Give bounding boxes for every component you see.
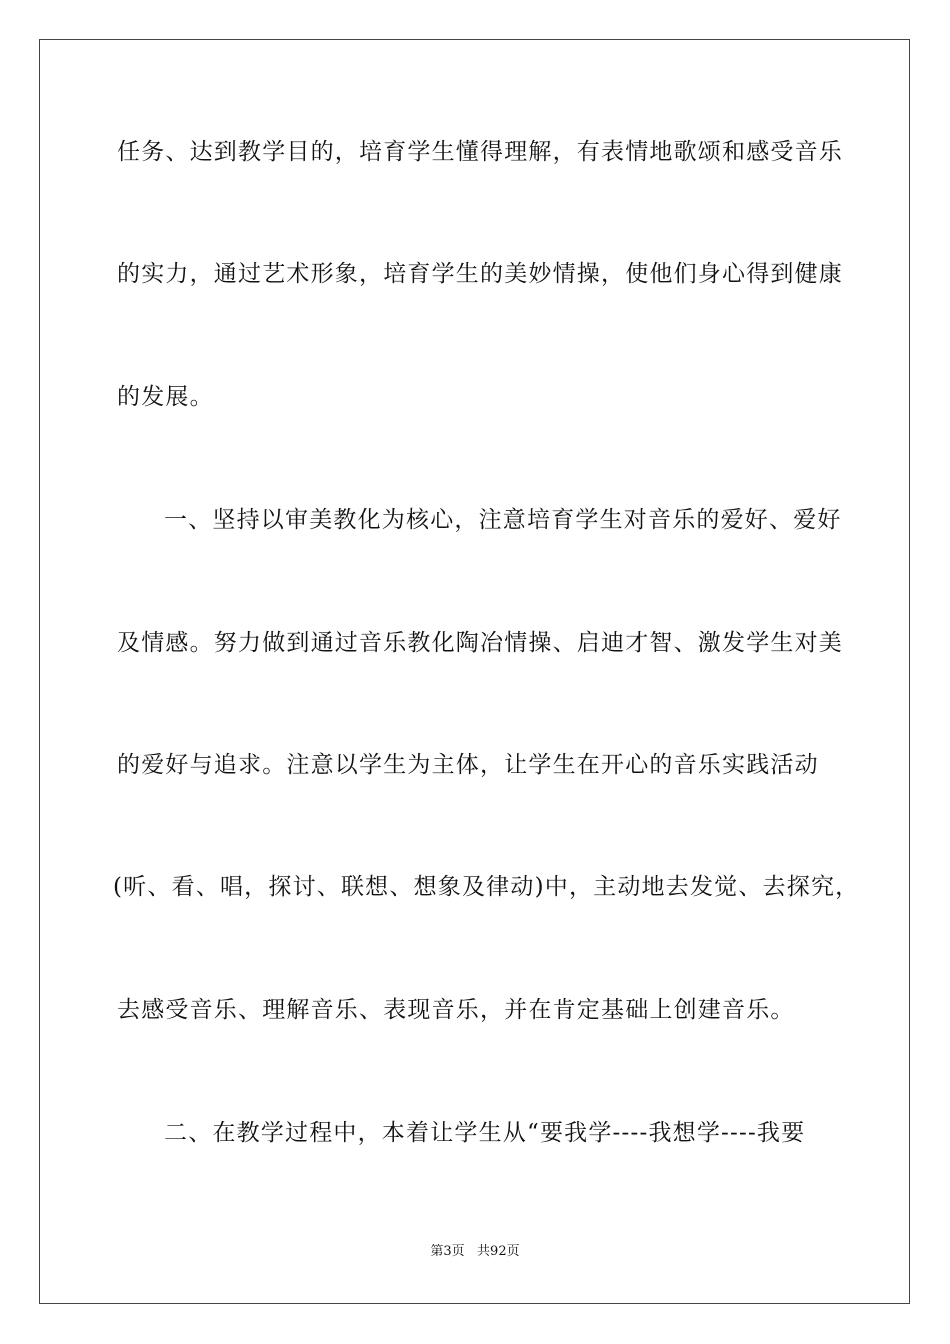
text-line-3: 的发展。 (117, 384, 214, 410)
page-frame (39, 39, 910, 1304)
paragraph-1-first-line: 一、坚持以审美教化为核心，注意培育学生对音乐的爱好、爱好 (164, 507, 842, 533)
text-line-5: 及情感。努力做到通过音乐教化陶冶情操、启迪才智、激发学生对美 (117, 630, 843, 656)
text-line-7: (听、看、唱，探讨、联想、想象及律动)中，主动地去发觉、去探究， (113, 874, 860, 900)
text-line-2: 的实力，通过艺术形象，培育学生的美妙情操，使他们身心得到健康 (117, 261, 843, 287)
page-number-footer: 第3页 共92页 (430, 1244, 520, 1259)
text-line-8: 去感受音乐、理解音乐、表现音乐，并在肯定基础上创建音乐。 (117, 997, 795, 1023)
text-line-6: 的爱好与追求。注意以学生为主体，让学生在开心的音乐实践活动 (117, 752, 819, 778)
text-line-1: 任务、达到教学目的，培育学生懂得理解，有表情地歌颂和感受音乐 (117, 139, 843, 165)
paragraph-2-first-line: 二、在教学过程中，本着让学生从“要我学----我想学----我要 (164, 1120, 806, 1146)
